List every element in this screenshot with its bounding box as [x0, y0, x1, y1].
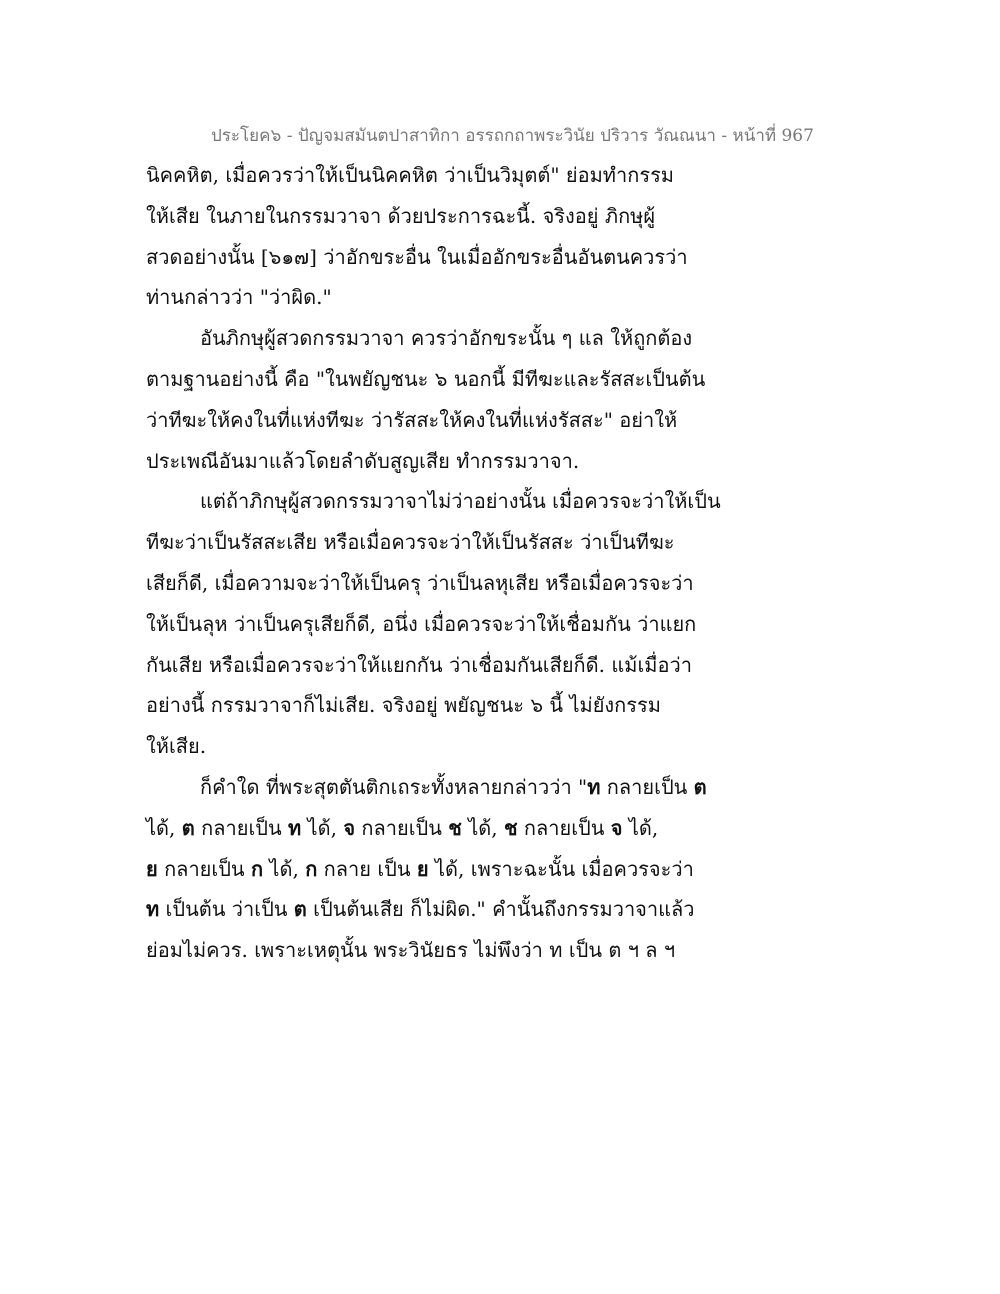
bold-letter: ท	[288, 815, 302, 840]
bold-letter: ต	[181, 815, 195, 840]
bold-letter: ต	[293, 897, 307, 922]
text-run: ได้,	[146, 815, 182, 840]
bold-letter: ต	[693, 774, 707, 799]
text-line: อย่างนี้ กรรมวาจาก็ไม่เสีย. จริงอยู่ พยัญชนะ ๖ นี้ ไม่ยังกรรม	[146, 693, 661, 718]
text-line: ให้เสีย ในภายในกรรมวาจา ด้วยประการฉะนี้. จริงอยู่ ภิกษุผู้	[146, 203, 656, 228]
text-run: ได้, เพราะฉะนั้น เมื่อควรจะว่า	[428, 856, 694, 881]
text-line: ให้เป็นลุห ว่าเป็นครุเสียก็ดี, อนึ่ง เมื่อควรจะว่าให้เชื่อมกัน ว่าแยก	[146, 611, 697, 636]
bold-letter: ช	[503, 815, 518, 840]
text-line	[146, 767, 706, 808]
text-line: ประเพณีอันมาแล้วโดยลำดับสูญเสีย ทำกรรมวาจา.	[146, 448, 580, 473]
text-run: กลายเป็น	[157, 856, 251, 881]
text-run: กลายเป็น	[600, 774, 694, 799]
bold-letter: ย	[146, 856, 158, 881]
bold-letter: ก	[250, 856, 264, 881]
text-line: อันภิกษุผู้สวดกรรมวาจา ควรว่าอักขระนั้น ๆ แล ให้ถูกต้อง	[200, 326, 693, 351]
bold-letter: จ	[610, 815, 623, 840]
text-run: ได้,	[622, 815, 659, 840]
bold-letter: ท	[146, 897, 160, 922]
text-line: แต่ถ้าภิกษุผู้สวดกรรมวาจาไม่ว่าอย่างนั้น เมื่อควรจะว่าให้เป็น	[200, 489, 721, 514]
bold-letter: ท	[587, 774, 601, 799]
text-run: กลายเป็น	[355, 815, 449, 840]
text-line: นิคคหิต, เมื่อควรว่าให้เป็นนิคคหิต ว่าเป็นวิมุตต์" ย่อมทำกรรม	[146, 163, 674, 187]
text-line: ตามฐานอย่างนี้ คือ "ในพยัญชนะ ๖ นอกนี้ มีทีฆะและรัสสะเป็นต้น	[146, 366, 706, 391]
bold-letter: ย	[416, 856, 429, 881]
text-line	[146, 849, 706, 890]
text-line: สวดอย่างนั้น [๖๑๗] ว่าอักขระอื่น ในเมื่ออักขระอื่นอันตนควรว่า	[146, 244, 688, 269]
text-run: กลายเป็น	[194, 815, 288, 840]
text-run: ได้,	[263, 856, 306, 881]
text-line: กันเสีย หรือเมื่อควรจะว่าให้แยกกัน ว่าเชื่อมกันเสียก็ดี. แม้เมื่อว่า	[146, 652, 692, 677]
bold-letter: ก	[305, 856, 318, 881]
text-line: ว่าทีฆะให้คงในที่แห่งทีฆะ ว่ารัสสะให้คงในที่แห่งรัสสะ" อย่าให้	[146, 407, 678, 432]
page-header: ประโยค๖ - ปัญจมสมันตปาสาทิกา อรรถกถาพระวินัย ปริวาร วัณณนา - หน้าที่ 967	[211, 126, 814, 146]
bold-letter: จ	[343, 815, 356, 840]
body-text	[146, 155, 721, 971]
text-line: ให้เสีย.	[146, 734, 207, 759]
text-line	[146, 889, 706, 930]
text-run: กลายเป็น	[517, 815, 611, 840]
text-run: ได้,	[461, 815, 504, 840]
text-run: เป็นต้น ว่าเป็น	[159, 897, 294, 922]
text-run: กลาย เป็น	[317, 856, 417, 881]
text-run: ได้,	[301, 815, 344, 840]
text-run: ก็คำใด ที่พระสุตตันติกเถระทั้งหลายกล่าวว่า "	[200, 774, 588, 799]
text-line: ย่อมไม่ควร. เพราะเหตุนั้น พระวินัยธร ไม่พึงว่า ท เป็น ต ฯ ล ฯ	[146, 938, 676, 963]
text-line: ท่านกล่าวว่า "ว่าผิด."	[146, 285, 332, 310]
text-line: เสียก็ดี, เมื่อความจะว่าให้เป็นครุ ว่าเป็นลหุเสีย หรือเมื่อควรจะว่า	[146, 570, 694, 595]
text-line: ทีฆะว่าเป็นรัสสะเสีย หรือเมื่อควรจะว่าให้เป็นรัสสะ ว่าเป็นทีฆะ	[146, 530, 675, 555]
bold-letter: ช	[448, 815, 462, 840]
text-line	[146, 808, 706, 849]
text-run: เป็นต้นเสีย ก็ไม่ผิด." คำนั้นถึงกรรมวาจาแล้ว	[306, 897, 695, 922]
